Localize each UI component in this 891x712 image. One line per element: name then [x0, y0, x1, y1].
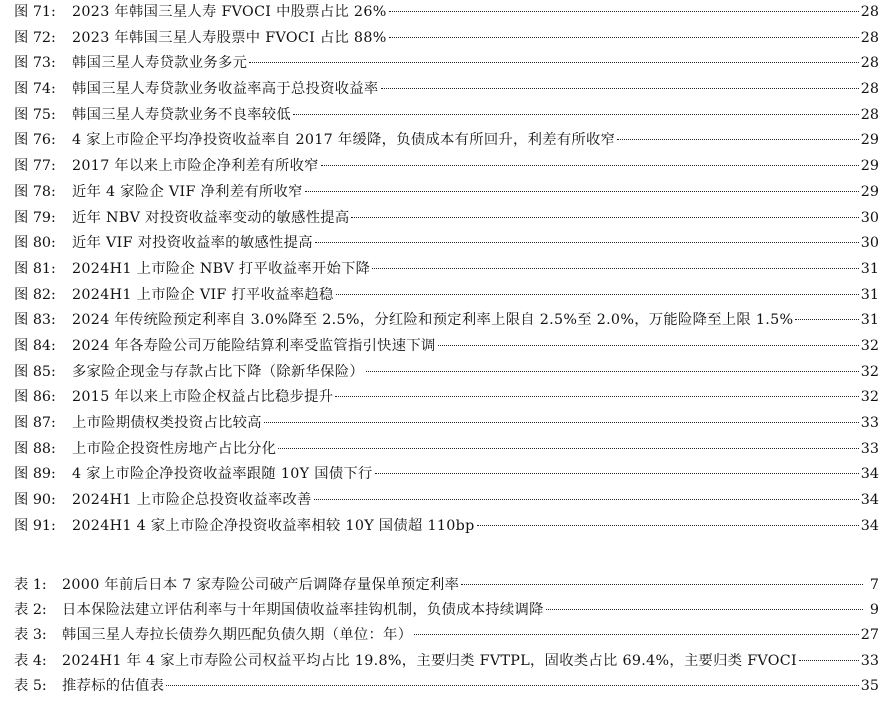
dot-leader [305, 191, 859, 192]
figure-entry-title[interactable]: 2023 年韩国三星人寿股票中 FVOCI 占比 88% [72, 29, 387, 46]
figure-entry-page-number[interactable]: 28 [860, 29, 879, 46]
table-entry-page-number[interactable]: 33 [860, 652, 879, 669]
figure-entry-page-number[interactable]: 28 [860, 55, 879, 72]
dot-leader [795, 319, 858, 320]
table-entry-label: 表 5: [14, 677, 47, 694]
figure-entry[interactable] [14, 154, 879, 180]
figure-entry-label: 图 72: [14, 29, 56, 46]
dot-leader [372, 268, 859, 269]
figure-entry[interactable] [14, 437, 879, 463]
dot-leader [335, 396, 858, 397]
table-entry[interactable] [14, 598, 879, 623]
table-entry-title[interactable]: 日本保险法建立评估利率与十年期国债收益率挂钩机制，负债成本持续调降 [62, 602, 544, 619]
figure-entry[interactable] [14, 0, 879, 26]
table-entry-title[interactable]: 2000 年前后日本 7 家寿险公司破产后调降存量保单预定利率 [62, 577, 460, 593]
table-list [14, 573, 879, 699]
dot-leader [461, 584, 863, 585]
figure-entry-page-number[interactable]: 29 [860, 183, 879, 200]
figure-entry-title[interactable]: 2024 年传统险预定利率自 3.0%降至 2.5%，分红险和预定利率上限自 2.5%至 2.0%，万能险降至上限 1.5% [72, 312, 794, 329]
figure-entry[interactable] [14, 26, 879, 52]
figure-entry-title[interactable]: 近年 4 家险企 VIF 净利差有所收窄 [72, 183, 303, 200]
figure-entry-page-number[interactable]: 28 [860, 4, 879, 20]
figure-entry-page-number[interactable]: 32 [860, 389, 879, 406]
figure-entry-label: 图 76: [14, 132, 56, 149]
figure-entry[interactable] [14, 488, 879, 514]
table-entry-label: 表 2: [14, 602, 47, 619]
figure-entry-label: 图 73: [14, 55, 56, 72]
figure-entry-label: 图 91: [14, 517, 56, 534]
figure-entry-label: 图 83: [14, 312, 56, 329]
figure-entry-page-number[interactable]: 30 [860, 235, 879, 252]
dot-leader [315, 242, 859, 243]
figure-entry-title[interactable]: 近年 NBV 对投资收益率变动的敏感性提高 [72, 209, 350, 226]
dot-leader [546, 609, 863, 610]
table-entry[interactable] [14, 573, 879, 598]
figure-entry-page-number[interactable]: 31 [860, 312, 879, 329]
figure-entry-page-number[interactable]: 34 [860, 466, 879, 483]
figure-entry-page-number[interactable]: 29 [860, 132, 879, 149]
figure-entry-label: 图 84: [14, 337, 56, 354]
table-entry-label: 表 3: [14, 627, 47, 644]
dot-leader [351, 217, 858, 218]
table-entry[interactable] [14, 649, 879, 674]
figure-entry-label: 图 87: [14, 415, 56, 431]
dot-leader [389, 37, 859, 38]
figure-entry[interactable] [14, 77, 879, 103]
figure-entry-page-number[interactable]: 29 [860, 158, 879, 175]
figure-entry[interactable] [14, 103, 879, 129]
figure-entry-label: 图 80: [14, 235, 56, 252]
figure-entry-page-number[interactable]: 33 [860, 415, 879, 431]
dot-leader [381, 88, 859, 89]
table-entry-title[interactable]: 推荐标的估值表 [62, 677, 165, 694]
dot-leader [414, 634, 858, 635]
figure-entry-label: 图 71: [14, 4, 56, 20]
dot-leader [314, 499, 859, 500]
figure-entry-label: 图 89: [14, 466, 56, 483]
figure-entry-page-number[interactable]: 32 [860, 337, 879, 354]
table-entry-page-number[interactable]: 27 [860, 627, 879, 644]
table-entry-page-number[interactable]: 7 [869, 577, 879, 593]
figure-entry-label: 图 77: [14, 158, 56, 175]
dot-leader [617, 139, 859, 140]
table-entry-title[interactable]: 2024H1 年 4 家上市寿险公司权益平均占比 19.8%，主要归类 FVTPL，固收类占比 69.4%，主要归类 FVOCI [62, 652, 797, 669]
dot-leader [264, 422, 859, 423]
figure-entry-label: 图 78: [14, 183, 56, 200]
table-entry[interactable] [14, 674, 879, 699]
figure-entry-title[interactable]: 上市险企投资性房地产占比分化 [72, 440, 277, 457]
figure-entry[interactable] [14, 231, 879, 257]
figure-entry-label: 图 74: [14, 81, 56, 98]
dot-leader [321, 165, 859, 166]
figure-entry-title[interactable]: 4 家上市险企净投资收益率跟随 10Y 国债下行 [72, 466, 373, 483]
figure-list [14, 0, 879, 539]
dot-leader [375, 473, 859, 474]
figure-entry-label: 图 86: [14, 389, 56, 406]
figure-entry-title[interactable]: 韩国三星人寿贷款业务不良率较低 [72, 106, 291, 123]
figure-entry-label: 图 79: [14, 209, 56, 226]
figure-entry[interactable] [14, 308, 879, 334]
figure-entry-title[interactable]: 2017 年以来上市险企净利差有所收窄 [72, 158, 319, 175]
figure-entry[interactable] [14, 51, 879, 77]
figure-entry-page-number[interactable]: 31 [860, 260, 879, 277]
figure-entry[interactable] [14, 257, 879, 283]
figure-entry-label: 图 90: [14, 492, 56, 509]
table-entry-title[interactable]: 韩国三星人寿拉长债券久期匹配负债久期（单位：年） [62, 627, 413, 644]
figure-entry-title[interactable]: 上市险期债权类投资占比较高 [72, 415, 262, 431]
dot-leader [799, 660, 859, 661]
figure-entry-page-number[interactable]: 28 [860, 106, 879, 123]
table-entry-label: 表 1: [14, 577, 47, 593]
table-entry-page-number[interactable]: 35 [860, 677, 879, 694]
dot-leader [293, 114, 859, 115]
dot-leader [389, 11, 859, 12]
figure-entry[interactable] [14, 514, 879, 540]
figure-entry-title[interactable]: 2024H1 上市险企 NBV 打平收益率开始下降 [72, 260, 371, 277]
table-entry[interactable] [14, 623, 879, 648]
table-entry-label: 表 4: [14, 652, 47, 669]
dot-leader [166, 685, 859, 686]
figure-entry-label: 图 85: [14, 363, 56, 380]
figure-entry-title[interactable]: 4 家上市险企平均净投资收益率自 2017 年缓降，负债成本有所回升，利差有所收窄 [72, 132, 616, 149]
figure-entry[interactable] [14, 360, 879, 386]
figure-entry-title[interactable]: 多家险企现金与存款占比下降（除新华保险） [72, 363, 364, 380]
figure-entry-label: 图 75: [14, 106, 56, 123]
figure-entry[interactable] [14, 128, 879, 154]
dot-leader [366, 371, 859, 372]
figure-entry-page-number[interactable]: 33 [860, 440, 879, 457]
figure-entry-page-number[interactable]: 31 [860, 286, 879, 303]
dot-leader [249, 62, 859, 63]
figure-entry[interactable] [14, 385, 879, 411]
dot-leader [438, 345, 859, 346]
figure-entry-title[interactable]: 2015 年以来上市险企权益占比稳步提升 [72, 389, 334, 406]
figure-entry[interactable] [14, 283, 879, 309]
figure-entry-title[interactable]: 2024 年各寿险公司万能险结算利率受监管指引快速下调 [72, 337, 436, 354]
figure-entry-title[interactable]: 近年 VIF 对投资收益率的敏感性提高 [72, 235, 313, 252]
figure-entry-label: 图 81: [14, 260, 56, 277]
figure-entry[interactable] [14, 206, 879, 232]
dot-leader [477, 525, 859, 526]
figure-entry[interactable] [14, 411, 879, 437]
dot-leader [336, 294, 859, 295]
dot-leader [278, 448, 858, 449]
figure-entry-title[interactable]: 2024H1 上市险企总投资收益率改善 [72, 492, 312, 509]
figure-entry-page-number[interactable]: 28 [860, 81, 879, 98]
figure-entry-title[interactable]: 韩国三星人寿贷款业务收益率高于总投资收益率 [72, 81, 379, 98]
figure-entry[interactable] [14, 334, 879, 360]
figure-entry-title[interactable]: 2023 年韩国三星人寿 FVOCI 中股票占比 26% [72, 4, 387, 20]
figure-entry-label: 图 88: [14, 440, 56, 457]
figure-entry-label: 图 82: [14, 286, 56, 303]
figure-entry-page-number[interactable]: 34 [860, 517, 879, 534]
figure-entry[interactable] [14, 180, 879, 206]
figure-entry-title[interactable]: 韩国三星人寿贷款业务多元 [72, 55, 248, 72]
figure-entry-page-number[interactable]: 34 [860, 492, 879, 509]
figure-entry[interactable] [14, 462, 879, 488]
figure-entry-title[interactable]: 2024H1 4 家上市险企净投资收益率相较 10Y 国债超 110bp [72, 517, 475, 534]
table-entry-page-number[interactable]: 9 [869, 602, 879, 619]
figure-entry-title[interactable]: 2024H1 上市险企 VIF 打平收益率趋稳 [72, 286, 334, 303]
figure-entry-page-number[interactable]: 30 [860, 209, 879, 226]
figure-entry-page-number[interactable]: 32 [860, 363, 879, 380]
